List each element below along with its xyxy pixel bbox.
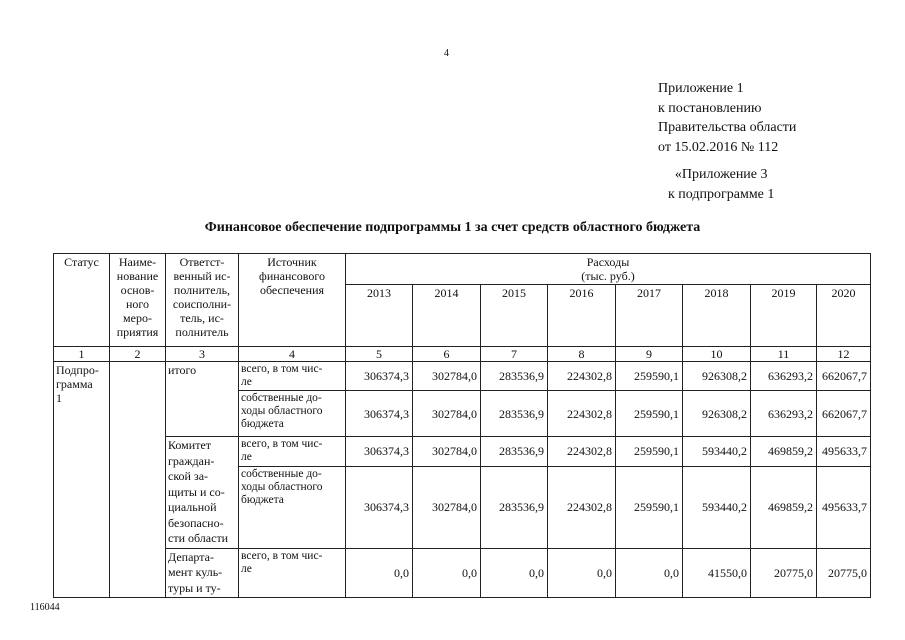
value-cell: 593440,2 <box>683 466 751 548</box>
appendix2-block <box>668 165 774 204</box>
column-number: 8 <box>548 347 616 362</box>
value-cell: 495633,7 <box>817 466 871 548</box>
header-year: 2018 <box>683 285 751 347</box>
value-cell: 0,0 <box>481 548 548 598</box>
header-year: 2015 <box>481 285 548 347</box>
header-year: 2019 <box>751 285 817 347</box>
value-cell: 224302,8 <box>548 437 616 467</box>
executor-cell: итого <box>166 362 239 437</box>
executor-cell: Департа- мент куль- туры и ту- <box>166 548 239 598</box>
source-cell: собственные до- ходы областного бюджета <box>239 391 346 437</box>
header-name: Наиме- нование основ- ного меро- приятия <box>110 254 166 347</box>
value-cell: 306374,3 <box>346 362 413 391</box>
header-year: 2017 <box>616 285 683 347</box>
status-cell: Подпро- грамма 1 <box>54 362 110 598</box>
value-cell: 259590,1 <box>616 466 683 548</box>
source-cell: собственные до- ходы областного бюджета <box>239 466 346 548</box>
value-cell: 495633,7 <box>817 437 871 467</box>
value-cell: 302784,0 <box>413 466 481 548</box>
page-number: 4 <box>444 48 449 59</box>
value-cell: 306374,3 <box>346 437 413 467</box>
appendix2-line: «Приложение 3 <box>674 167 768 182</box>
value-cell: 259590,1 <box>616 391 683 437</box>
value-cell: 20775,0 <box>817 548 871 598</box>
value-cell: 0,0 <box>548 548 616 598</box>
header-year: 2014 <box>413 285 481 347</box>
header-expenses: Расходы (тыс. руб.) <box>346 254 871 285</box>
document-title: Финансовое обеспечение подпрограммы 1 за счет средств областного бюджета <box>204 220 701 235</box>
value-cell: 636293,2 <box>751 391 817 437</box>
appendix-block <box>658 79 796 157</box>
header-year: 2016 <box>548 285 616 347</box>
column-number: 10 <box>683 347 751 362</box>
value-cell: 0,0 <box>413 548 481 598</box>
value-cell: 302784,0 <box>413 437 481 467</box>
appendix2-line: к подпрограмме 1 <box>668 186 775 202</box>
column-number: 2 <box>110 347 166 362</box>
value-cell: 662067,7 <box>817 362 871 391</box>
value-cell: 283536,9 <box>481 466 548 548</box>
appendix-line: к постановлению <box>658 100 762 116</box>
appendix-line: от 15.02.2016 № 112 <box>658 139 779 155</box>
column-number: 6 <box>413 347 481 362</box>
column-number: 9 <box>616 347 683 362</box>
source-cell: всего, в том чис- ле <box>239 548 346 598</box>
source-cell: всего, в том чис- ле <box>239 437 346 467</box>
value-cell: 469859,2 <box>751 437 817 467</box>
appendix-line: Правительства области <box>658 120 797 135</box>
value-cell: 302784,0 <box>413 362 481 391</box>
column-number: 7 <box>481 347 548 362</box>
value-cell: 224302,8 <box>548 391 616 437</box>
financing-table <box>53 253 871 598</box>
value-cell: 283536,9 <box>481 437 548 467</box>
column-number: 11 <box>751 347 817 362</box>
column-number: 1 <box>54 347 110 362</box>
value-cell: 662067,7 <box>817 391 871 437</box>
value-cell: 302784,0 <box>413 391 481 437</box>
column-number: 4 <box>239 347 346 362</box>
appendix-line: Приложение 1 <box>658 81 744 96</box>
value-cell: 224302,8 <box>548 466 616 548</box>
value-cell: 20775,0 <box>751 548 817 598</box>
value-cell: 306374,3 <box>346 391 413 437</box>
column-number: 12 <box>817 347 871 362</box>
footer-code: 116044 <box>30 602 60 613</box>
value-cell: 636293,2 <box>751 362 817 391</box>
source-cell: всего, в том чис- ле <box>239 362 346 391</box>
header-source: Источник финансового обеспечения <box>239 254 346 347</box>
column-number: 3 <box>166 347 239 362</box>
value-cell: 593440,2 <box>683 437 751 467</box>
value-cell: 926308,2 <box>683 391 751 437</box>
value-cell: 469859,2 <box>751 466 817 548</box>
value-cell: 926308,2 <box>683 362 751 391</box>
value-cell: 306374,3 <box>346 466 413 548</box>
value-cell: 41550,0 <box>683 548 751 598</box>
executor-cell: Комитет граждан- ской за- щиты и со- циальной безопасно- сти области <box>166 437 239 549</box>
header-year: 2013 <box>346 285 413 347</box>
value-cell: 283536,9 <box>481 391 548 437</box>
table-row <box>54 437 871 467</box>
value-cell: 224302,8 <box>548 362 616 391</box>
header-executor: Ответст- венный ис- полнитель, соисполни- тель, ис- полнитель <box>166 254 239 347</box>
value-cell: 0,0 <box>616 548 683 598</box>
name-cell <box>110 362 166 598</box>
header-year: 2020 <box>817 285 871 347</box>
table-row <box>54 362 871 391</box>
column-number: 5 <box>346 347 413 362</box>
value-cell: 283536,9 <box>481 362 548 391</box>
value-cell: 259590,1 <box>616 362 683 391</box>
header-status: Статус <box>54 254 110 347</box>
value-cell: 0,0 <box>346 548 413 598</box>
value-cell: 259590,1 <box>616 437 683 467</box>
table-row <box>54 548 871 598</box>
